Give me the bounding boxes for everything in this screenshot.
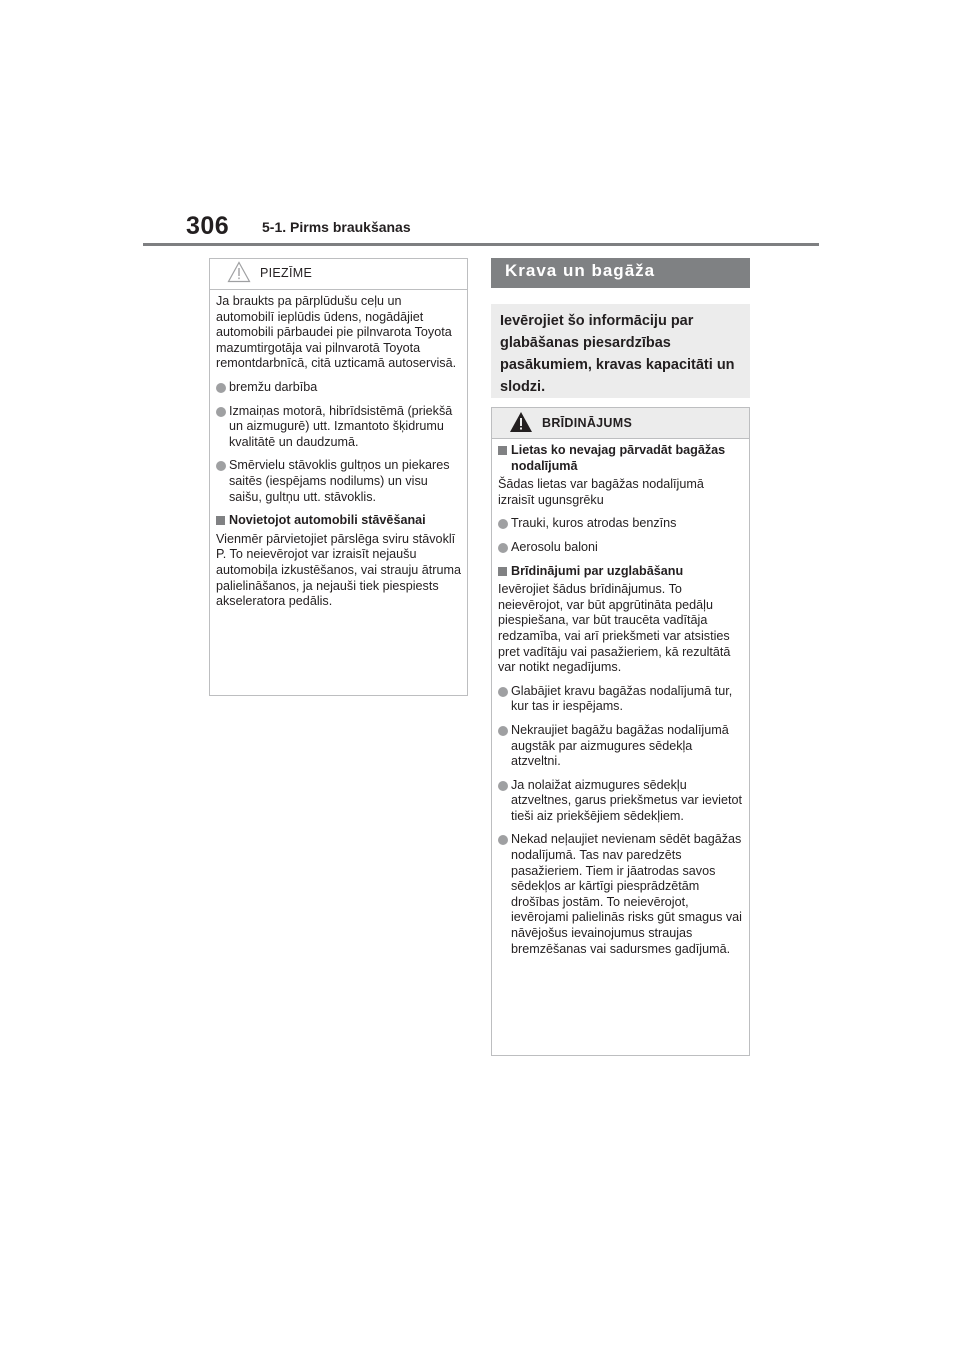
section-title: 5-1. Pirms braukšanas <box>262 219 411 235</box>
intro-box <box>491 304 750 398</box>
section-heading-bar <box>491 258 750 288</box>
note-subtext: Vienmēr pārvietojiet pārslēga sviru stāvoklī P. To neievērojot var izraisīt nejaušu automobiļa izkustēšanos, vai strauju ātruma palielināšanos, ja nejauši tiek piespiests akseleratora pedālis. <box>216 531 462 609</box>
warning-box <box>491 407 750 1056</box>
list-item: Glabājiet kravu bagāžas nodalījumā tur, kur tas ir iespējams. <box>498 684 743 715</box>
bullet-dot-icon <box>498 835 508 845</box>
section-heading: Krava un bagāža <box>505 261 656 280</box>
bullet-dot-icon <box>216 461 226 471</box>
list-item: Nekad neļaujiet nevienam sēdēt bagāžas nodalījumā. Tas nav paredzēts pasažieriem. Tiem ir jāatrodas savos sēdekļos ar kārtīgi piesprādzētām drošības jostām. To neievērojot, ievērojami palielinās risks gūt smagus vai nāvējošus ievainojumus straujas bremzēšanas vai sadursmes gadījumā. <box>498 832 743 957</box>
bullet-dot-icon <box>498 781 508 791</box>
list-item: Ja nolaižat aizmugures sēdekļu atzveltnes, garus priekšmetus var ievietot tieši aiz priekšējiem sēdekļiem. <box>498 778 743 825</box>
bullet-dot-icon <box>498 687 508 697</box>
list-item: Nekraujiet bagāžu bagāžas nodalījumā augstāk par aizmugures sēdekļa atzveltni. <box>498 723 743 770</box>
bullet-dot-icon <box>498 519 508 529</box>
warning-header <box>492 408 749 439</box>
list-item: Trauki, kuros atrodas benzīns <box>498 516 743 532</box>
bullet-dot-icon <box>216 407 226 417</box>
intro-text: Ievērojiet šo informāciju par glabāšanas piesardzības pasākumiem, kravas kapacitāti un slodzi. <box>500 313 735 395</box>
page-header <box>0 0 960 250</box>
warning-title: BRĪDINĀJUMS <box>542 416 633 430</box>
header-divider <box>143 243 819 246</box>
square-bullet-icon <box>216 516 225 525</box>
warning-text-2: Ievērojiet šādus brīdinājumus. To neievērojot, var būt apgrūtināta pedāļu piespiešana, var būt traucēta vadītāja redzamība, vai arī priekšmeti var atsisties pret vadītāju vai pasažieriem, kā rezultātā var notikt negadījums. <box>498 582 731 675</box>
warning-text-1: Šādas lietas var bagāžas nodalījumā izraisīt ugunsgrēku <box>498 477 704 507</box>
note-box <box>209 258 468 696</box>
square-bullet-icon <box>498 446 507 455</box>
list-item: Izmaiņas motorā, hibrīdsistēmā (priekšā un aizmugurē) utt. Izmantoto šķidrumu kvalitātē un daudzumā. <box>216 404 461 451</box>
note-title: PIEZĪME <box>260 266 313 280</box>
warning-heading-1: Lietas ko nevajag pārvadāt bagāžas nodalījumā <box>498 443 743 474</box>
bullet-dot-icon <box>498 543 508 553</box>
square-bullet-icon <box>498 567 507 576</box>
page-number: 306 <box>186 212 230 240</box>
note-body <box>210 290 467 610</box>
list-item: Aerosolu baloni <box>498 540 743 556</box>
warning-heading-2: Brīdinājumi par uzglabāšanu <box>498 564 743 580</box>
list-item: bremžu darbība <box>216 380 461 396</box>
note-header <box>210 259 467 290</box>
caution-triangle-icon <box>227 261 251 288</box>
warning-triangle-icon <box>509 411 533 438</box>
warning-body <box>492 439 749 957</box>
list-item: Smērvielu stāvoklis gultņos un piekares saitēs (iespējams nodilums) un visu saišu, gultņu utt. stāvoklis. <box>216 458 461 505</box>
bullet-dot-icon <box>498 726 508 736</box>
note-subheading: Novietojot automobili stāvēšanai <box>216 513 461 529</box>
bullet-dot-icon <box>216 383 226 393</box>
note-intro: Ja braukts pa pārplūdušu ceļu un automobilī ieplūdis ūdens, nogādājiet automobili pārbaudei pie pilnvarota Toyota mazumtirgotāja vai pilnvarotā Toyota remontdarbnīcā, citā uzticamā autoservisā. <box>216 294 457 371</box>
